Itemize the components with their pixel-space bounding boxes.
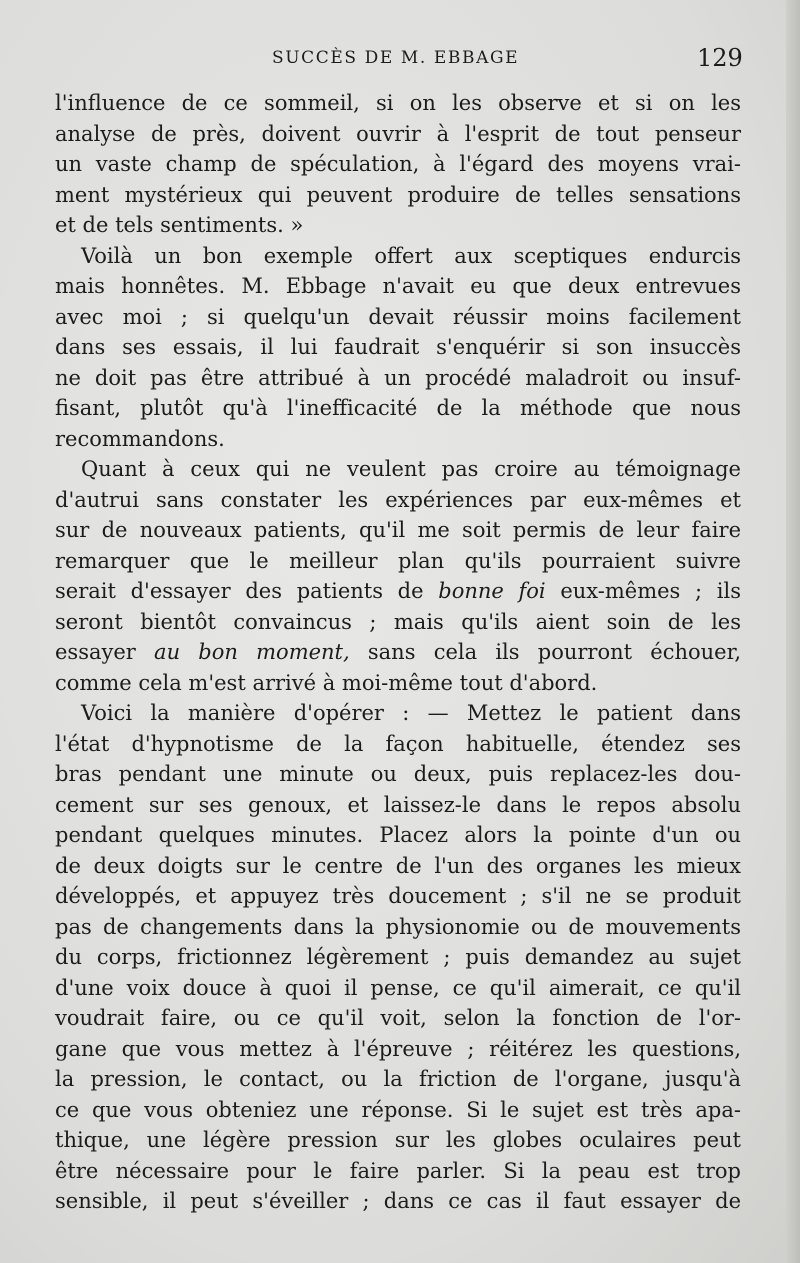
italic-phrase: au bon moment,	[154, 640, 350, 664]
text-line: dans ses essais, il lui faudrait s'enquérir si son insuccès	[55, 335, 741, 359]
italic-phrase: bonne foi	[438, 579, 546, 603]
text-line: et de tels sentiments. »	[55, 213, 304, 237]
running-title: SUCCÈS DE M. EBBAGE	[272, 48, 520, 68]
text-line: pendant quelques minutes. Placez alors la pointe d'un ou	[55, 823, 741, 847]
text-line: avec moi ; si quelqu'un devait réussir moins facilement	[55, 304, 741, 329]
text-line: l'influence de ce sommeil, si on les observe et si on les	[55, 91, 741, 115]
text-line: analyse de près, doivent ouvrir à l'esprit de tout penseur	[55, 121, 741, 146]
text-line	[55, 576, 741, 607]
text-line: remarquer que le meilleur plan qu'ils pourraient suivre	[55, 548, 741, 573]
text-line: comme cela m'est arrivé à moi-même tout d'abord.	[55, 670, 598, 695]
text-line: d'une voix douce à quoi il pense, ce qu'il aimerait, ce qu'il	[55, 975, 741, 1000]
text-line: développés, et appuyez très doucement ; s'il ne se produit	[55, 884, 741, 908]
page-header	[0, 44, 800, 78]
text-line: Voici la manière d'opérer : — Mettez le patient dans	[81, 701, 741, 725]
page-edge-shadow	[786, 0, 800, 1263]
text-line: seront bientôt convaincus ; mais qu'ils aient soin de les	[55, 609, 741, 634]
text-line: sur de nouveaux patients, qu'il me soit permis de leur faire	[55, 518, 741, 542]
text-line: sensible, il peut s'éveiller ; dans ce cas il faut essayer de	[55, 1189, 741, 1213]
text-line: de deux doigts sur le centre de l'un des organes les mieux	[55, 853, 741, 878]
body-text	[55, 88, 741, 1217]
text-line: ment mystérieux qui peuvent produire de telles sensations	[55, 182, 741, 207]
text-line: Voilà un bon exemple offert aux sceptiques endurcis	[81, 243, 741, 268]
text-line: être nécessaire pour le faire parler. Si la peau est trop	[55, 1158, 741, 1183]
text-line: l'état d'hypnotisme de la façon habituelle, étendez ses	[55, 731, 741, 756]
text-line: mais honnêtes. M. Ebbage n'avait eu que deux entrevues	[55, 274, 741, 298]
text-line: la pression, le contact, ou la friction de l'organe, jusqu'à	[55, 1067, 741, 1091]
text-segment: eux-mêmes ; ils	[545, 579, 741, 603]
text-line: d'autrui sans constater les expériences par eux-mêmes et	[55, 487, 741, 512]
text-line: fisant, plutôt qu'à l'inefficacité de la méthode que nous	[55, 396, 741, 420]
text-line: voudrait faire, ou ce qu'il voit, selon la fonction de l'or-	[55, 1006, 741, 1030]
text-segment: serait d'essayer des patients de	[55, 579, 439, 603]
text-line: Quant à ceux qui ne veulent pas croire au témoignage	[81, 457, 741, 481]
text-line: cement sur ses genoux, et laissez-le dans le repos absolu	[55, 792, 741, 817]
text-line: gane que vous mettez à l'épreuve ; réitérez les questions,	[55, 1036, 741, 1061]
text-line: un vaste champ de spéculation, à l'égard des moyens vrai-	[55, 152, 741, 176]
text-line: du corps, frictionnez légèrement ; puis demandez au sujet	[55, 945, 741, 969]
text-line: ne doit pas être attribué à un procédé maladroit ou insuf-	[55, 365, 741, 390]
text-line: pas de changements dans la physionomie ou de mouvements	[55, 914, 741, 939]
text-line	[55, 637, 741, 668]
text-line: thique, une légère pression sur les globes oculaires peut	[55, 1128, 741, 1152]
page-number: 129	[697, 44, 743, 72]
text-line: ce que vous obteniez une réponse. Si le sujet est très apa-	[55, 1097, 741, 1122]
text-line: bras pendant une minute ou deux, puis replacez-les dou-	[55, 762, 741, 786]
text-line: recommandons.	[55, 426, 225, 451]
text-segment: sans cela ils pourront échouer,	[349, 640, 741, 664]
text-segment: essayer	[55, 640, 155, 664]
